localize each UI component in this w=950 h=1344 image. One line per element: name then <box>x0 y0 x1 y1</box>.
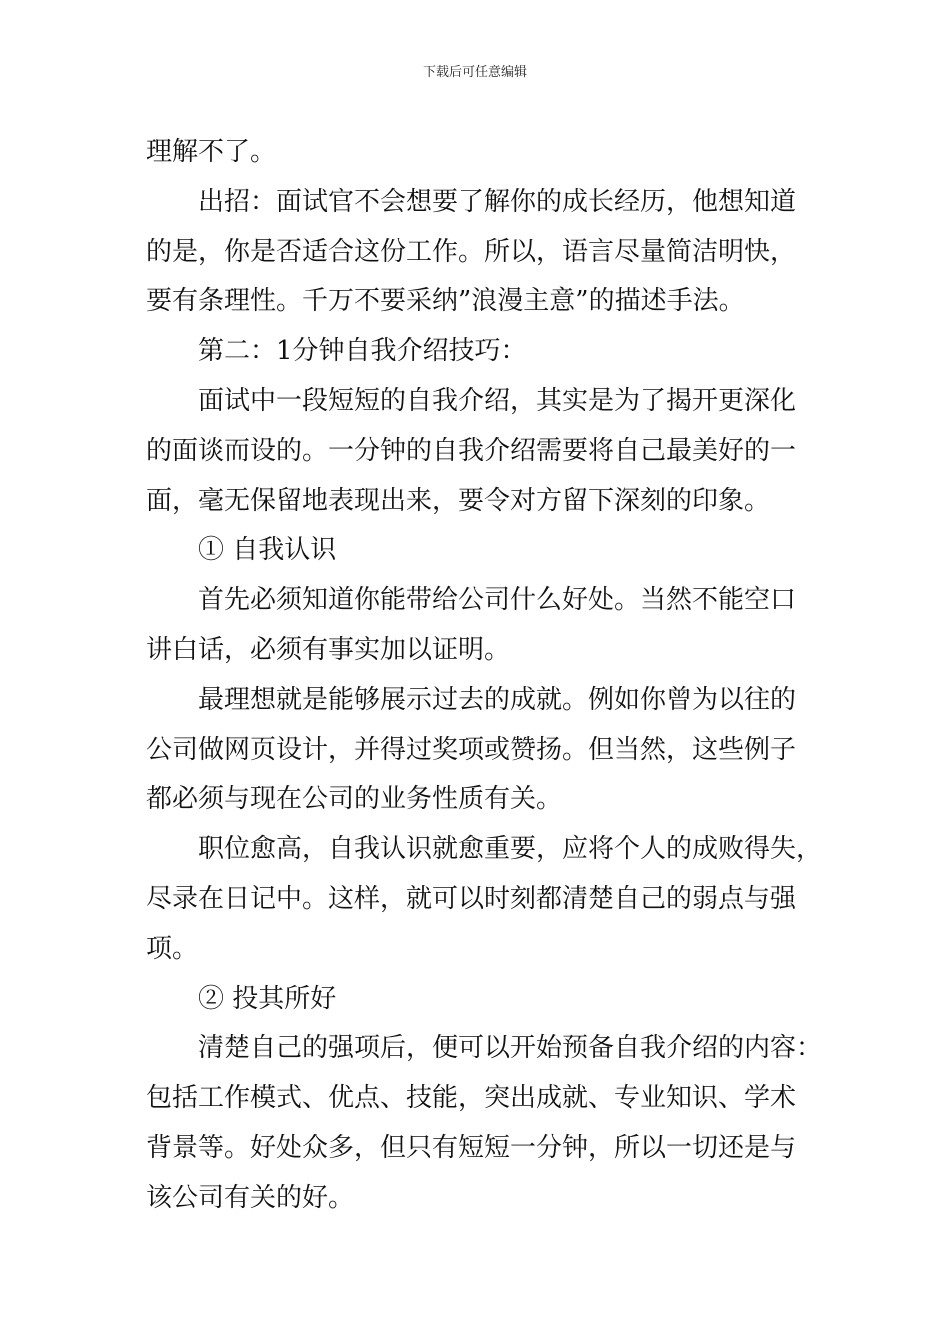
paragraph-line: 面，毫无保留地表现出来，要令对方留下深刻的印象。 <box>146 485 771 516</box>
paragraph-line: 公司做网页设计，并得过奖项或赞扬。但当然，这些例子 <box>146 734 797 765</box>
paragraph-line: 最理想就是能够展示过去的成就。例如你曾为以往的 <box>198 684 797 715</box>
paragraph-line: 该公司有关的好。 <box>146 1182 355 1213</box>
paragraph-line: 清楚自己的强项后，便可以开始预备自我介绍的内容： <box>198 1033 823 1064</box>
paragraph-line: 要有条理性。千万不要采纳”浪漫主意”的描述手法。 <box>146 286 745 317</box>
paragraph-line: 的面谈而设的。一分钟的自我介绍需要将自己最美好的一 <box>146 435 797 466</box>
numbered-item-heading: ② 投其所好 <box>198 983 337 1014</box>
paragraph-line: 讲白话，必须有事实加以证明。 <box>146 634 511 665</box>
numbered-item-heading: ① 自我认识 <box>198 535 337 566</box>
paragraph-line: 包括工作模式、优点、技能，突出成就、专业知识、学术 <box>146 1083 797 1114</box>
paragraph-line: 出招：面试官不会想要了解你的成长经历，他想知道 <box>198 186 797 217</box>
paragraph-line: 背景等。好处众多，但只有短短一分钟，所以一切还是与 <box>146 1132 797 1163</box>
paragraph-line: 职位愈高，自我认识就愈重要，应将个人的成败得失， <box>198 834 823 865</box>
paragraph-line: 首先必须知道你能带给公司什么好处。当然不能空口 <box>198 585 797 616</box>
page-header: 下载后可任意编辑 <box>422 65 527 80</box>
section-heading: 第二：1分钟自我介绍技巧： <box>198 336 527 367</box>
paragraph-line: 都必须与现在公司的业务性质有关。 <box>146 784 563 815</box>
paragraph-line: 尽录在日记中。这样，就可以时刻都清楚自己的弱点与强 <box>146 883 797 914</box>
document-body <box>146 128 823 1224</box>
paragraph-line: 面试中一段短短的自我介绍，其实是为了揭开更深化 <box>198 385 797 416</box>
paragraph-line: 项。 <box>146 933 199 964</box>
paragraph-line: 理解不了。 <box>146 137 277 167</box>
paragraph-line: 的是，你是否适合这份工作。所以，语言尽量简洁明快， <box>146 236 797 267</box>
